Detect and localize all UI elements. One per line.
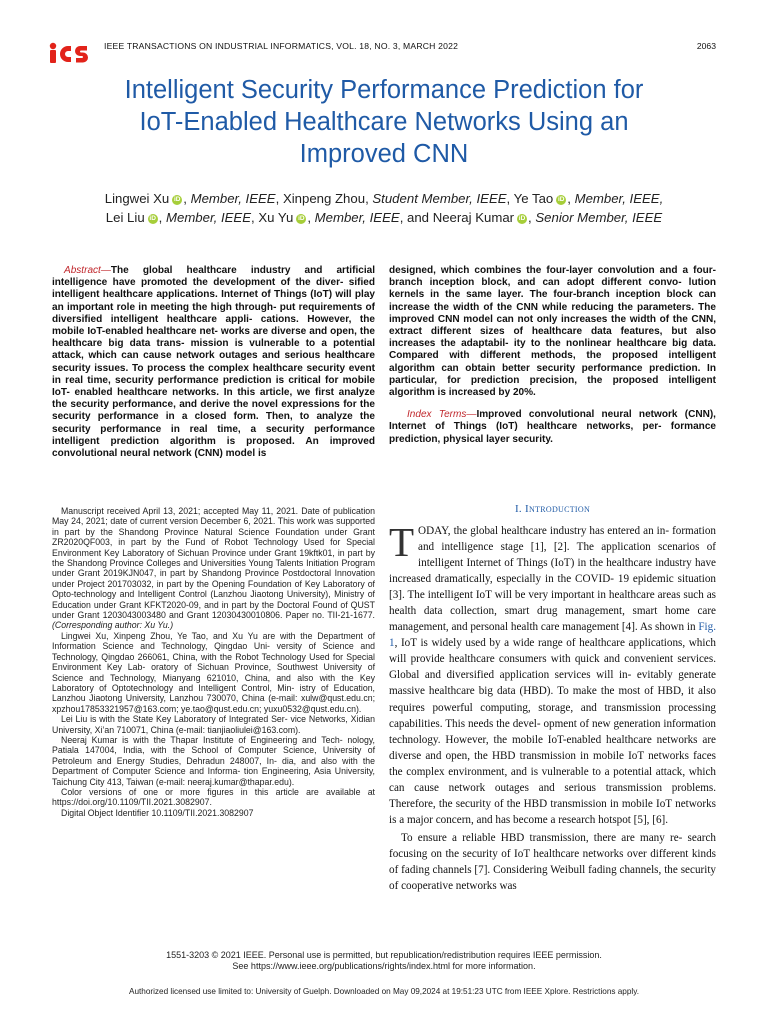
author-role: Member, IEEE bbox=[314, 210, 400, 225]
introduction-body bbox=[389, 519, 717, 894]
author-line-2: Lei Liu iD , Member, IEEE, Xu Yu iD , Member, IEEE, and Neeraj Kumar iD , Senior Member, IEEE bbox=[105, 210, 663, 225]
index-terms bbox=[389, 409, 716, 446]
index-terms-text: Improved convolutional neural network (CNN), Internet of Things (IoT) healthcare networks, per- formance prediction, physical layer security. bbox=[389, 409, 716, 445]
abstract-continued: designed, which combines the four-layer convolution and a four-branch inception block, and can adopt different convo- lution kernels in the same layer. The four-branch inception block can increase the width of the CNN while reducing the parameters. The improved CNN model can not only increases the width of the CNN, extract different sizes of healthcare data features, but also increases the adaptabil- ity to the nonlinear healthcare big data. Compared with different methods, the proposed intelligent algorithm can obtain better security performance prediction. In particular, for prediction precision, the proposed intelligent algorithm is increased by 20%. bbox=[389, 265, 716, 399]
author-role: Student Member, IEEE bbox=[372, 191, 507, 206]
abstract-right-column bbox=[389, 265, 716, 446]
footnote-doi: Digital Object Identifier 10.1109/TII.2021.3082907 bbox=[61, 807, 254, 818]
footnotes bbox=[52, 506, 375, 818]
page-number: 2063 bbox=[696, 41, 716, 51]
author-list bbox=[40, 189, 728, 227]
intro-paragraph-2: To ensure a reliable HBD transmission, there are many re- search focusing on the security of IoT healthcare networks over different kinds of fading channels [7]. Considering Weibull fading channels, the security of cooperative networks was bbox=[389, 831, 716, 893]
footnote-affiliation: Neeraj Kumar is with the Thapar Institute of Engineering and Tech- nology, Patiala 147004, India, with the School of Computer Science, University of Petroleum and Energy Studies, Dehradun 248007, In- dia, and also with the Department of Computer Science and Informa- tion Engineering, Asia University, Taichung City 413, Taiwan (e-mail: neeraj.kumar@thapar.edu). bbox=[52, 734, 375, 787]
author-name: Xinpeng Zhou bbox=[282, 191, 366, 206]
figure-link[interactable]: Fig. 1 bbox=[389, 621, 717, 650]
author-role: Member, IEEE bbox=[190, 191, 276, 206]
orcid-icon[interactable]: iD bbox=[174, 196, 181, 203]
author-line-1: Lingwei Xu iD , Member, IEEE, Xinpeng Zhou, Student Member, IEEE, Ye Tao iD , Member, IEEE, bbox=[104, 191, 664, 206]
orcid-icon[interactable]: iD bbox=[149, 215, 156, 222]
section-heading-introduction: I. Introduction bbox=[514, 503, 591, 515]
author-name: Ye Tao bbox=[513, 191, 554, 206]
footnote-manuscript: Manuscript received April 13, 2021; accepted May 11, 2021. Date of publication May 24, 2021; date of current version December 6, 2021. This work was supported in part by the Shandong Province Natural Science Foundation under Grant ZR2020QF003, in part by the Fund of Robot Technology Used for Special Environment Key Laboratory of Sichuan Province under Grant 19kftk01, in part by the Shandong Province Colleges and Universities Young Talents Initiation Program under Grant 2019KJN047, in part by Shandong Province Postdoctoral Innovation under Project 201703032, in part by the Opening Foundation of Key Laboratory of Opto-technology and Intelligent Control (Lanzhou Jiaotong University), Ministry of Education under Grant KFKT2020-09, and in part by the Doctoral Found of QUST under Grant 1203043003480 and Grant 12030430010806. Paper no. TII-21-1677. (Corresponding author: Xu Yu.) bbox=[52, 506, 375, 631]
abstract-left-column bbox=[52, 265, 375, 460]
intro-paragraph-1: TODAY, the global healthcare industry has entered an in- formation and intelligence stage [1], [2]. The application scenarios of intelligent Internet of Things (IoT) in the healthcare industry have increased dramatically, especially in the COVID- 19 epidemic situation [3]. The intelligent IoT will be very important in healthcare areas such as health data collection, smart drug management, smart home care management, and personal health care management [4]. As shown in Fig. 1, IoT is widely used by a wide range of healthcare applications, which will provide healthcare consumers with quick and convenient services. Global and diversified application services will in- evitably generate massive healthcare big data (HBD). To make the most of HBD, it also requires powerful computing, storage, and transmission processing capabilities. This needs the devel- opment of new generation information technology. However, the mobile IoT-enabled healthcare networks are diverse and open, the HBD transmission in mobile IoT networks faces the complex environment, and is vulnerable to a potential attack, which can cause network outages and serious transmission problems. Therefore, the security of the HBD transmission in mobile IoT networks is a major concern, and has become a research hotspot [5], [6]. bbox=[389, 519, 717, 826]
paper-title bbox=[40, 74, 728, 170]
copyright-notice: 1551-3203 © 2021 IEEE. Personal use is permitted, but republication/redistribution requires IEEE permission. See https://www.ieee.org/publications/rights/index.html for more information. bbox=[166, 950, 602, 972]
license-notice: Authorized licensed use limited to: University of Guelph. Downloaded on May 09,2024 at 19:51:23 UTC from IEEE Xplore. Restrictions apply. bbox=[128, 987, 639, 996]
author-role: Member, IEEE bbox=[166, 210, 252, 225]
footnote-color-versions: Color versions of one or more figures in this article are available at https://doi.org/10.1109/TII.2021.3082907. bbox=[52, 786, 375, 808]
index-terms-label: Index Terms— bbox=[407, 409, 477, 421]
corresponding-author: (Corresponding author: Xu Yu.) bbox=[52, 620, 174, 631]
orcid-icon[interactable]: iD bbox=[558, 196, 565, 203]
orcid-icon[interactable]: iD bbox=[298, 215, 305, 222]
orcid-icon[interactable]: iD bbox=[518, 215, 526, 222]
title-line: Improved CNN bbox=[299, 140, 469, 168]
footnote-affiliation: Lei Liu is with the State Key Laboratory of Integrated Ser- vice Networks, Xidian University, Xi’an 710071, China (e-mail: tianjiaoliulei@163.com). bbox=[52, 714, 375, 735]
author-name: Lingwei Xu bbox=[104, 191, 170, 206]
drop-cap: T bbox=[389, 519, 415, 565]
title-line: IoT-Enabled Healthcare Networks Using an bbox=[139, 108, 629, 136]
abstract-label: Abstract— bbox=[64, 265, 111, 276]
author-name: Xu Yu bbox=[258, 210, 294, 225]
abstract-text: The global healthcare industry and artificial intelligence have promoted the development of the diver- sified intelligent healthcare applications. Internet of Things (IoT) will play an important role in meeting the high through- put requirements of diversified intelligent healthcare appli- cations. However, the mobile IoT-enabled healthcare net- works are diverse and open, the healthcare big data trans- mission is vulnerable to a potential attack, which can cause network outages and serious healthcare security issues. To process the complex healthcare security event in real time, security performance prediction is critical for mobile IoT- enabled healthcare networks. In this article, we first analyze the security performance, and derive the novel expressions for the security performance in a closed form. Then, to analyze the security performance in real time, a security performance intelligent prediction algorithm is proposed. An improved convolutional neural network (CNN) model is bbox=[52, 265, 375, 460]
title-line: Intelligent Security Performance Prediction for bbox=[124, 76, 644, 104]
author-name: Lei Liu bbox=[105, 210, 145, 225]
ies-logo-icon bbox=[48, 40, 88, 64]
author-role: Member, IEEE, bbox=[574, 191, 664, 206]
author-role: Senior Member, IEEE bbox=[535, 210, 663, 225]
author-name: Neeraj Kumar bbox=[432, 210, 515, 225]
journal-header: IEEE TRANSACTIONS ON INDUSTRIAL INFORMATICS, VOL. 18, NO. 3, MARCH 2022 bbox=[104, 41, 459, 51]
footnote-affiliation: Lingwei Xu, Xinpeng Zhou, Ye Tao, and Xu Yu are with the Department of Information Science and Technology, Qingdao Uni- versity of Science and Technology, Qingdao 266061, China, with the Robot Technology Used for Special Environment Key Lab- oratory of Sichuan Province, Southwest University of Science and Technology, Mianyang 621010, China, and also with the Key Laboratory of Optotechnology and Intelligent Control, Min- istry of Education, Lanzhou Jiaotong University, Lanzhou 730070, China (e-mail: xulw@qust.edu.cn; xpzhou17853321957@163.com; ye.tao@qust.edu.cn; yuxu0532@qust.edu.cn). bbox=[52, 630, 375, 714]
